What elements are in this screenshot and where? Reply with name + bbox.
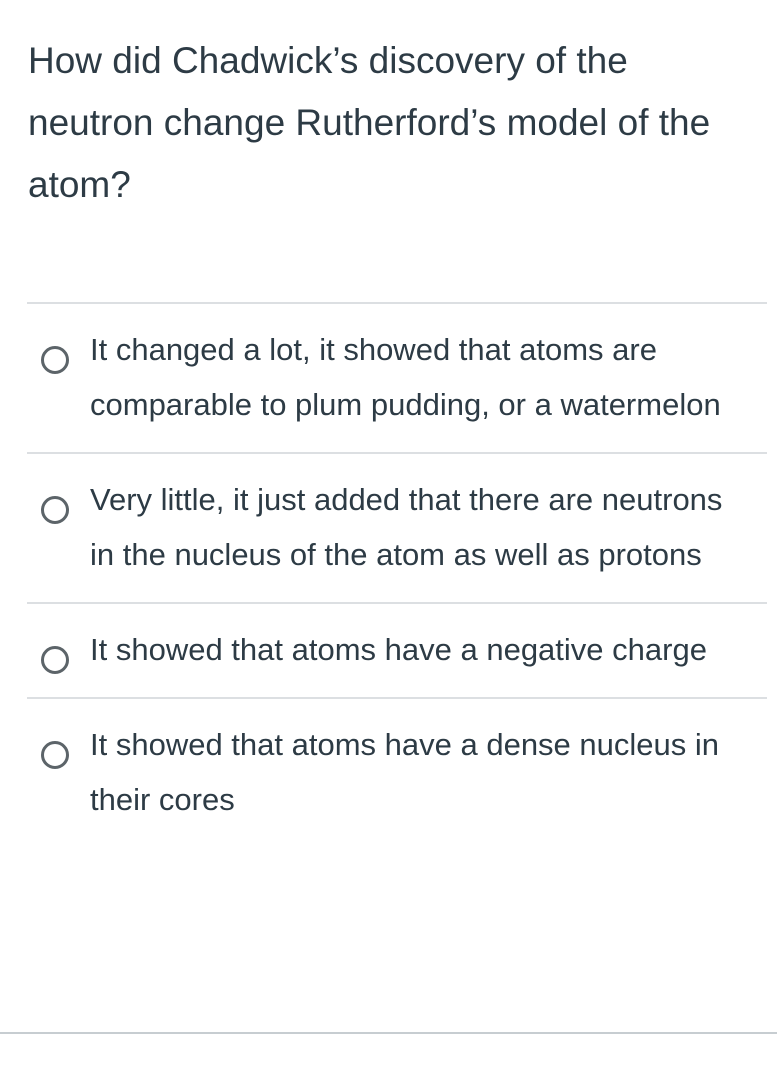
answer-option-1[interactable] — [27, 304, 767, 454]
answer-label-2: Very little, it just added that there are neutrons in the nucleus of the atom as well as protons — [90, 482, 723, 572]
radio-button-2[interactable] — [41, 496, 69, 524]
answer-option-4[interactable] — [27, 699, 767, 847]
radio-button-4[interactable] — [41, 741, 69, 769]
answer-option-3[interactable] — [27, 604, 767, 699]
bottom-divider — [0, 1032, 777, 1034]
answer-label-4: It showed that atoms have a dense nucleus in their cores — [90, 727, 720, 817]
answer-option-2[interactable] — [27, 454, 767, 604]
radio-button-3[interactable] — [41, 646, 69, 674]
answer-label-3: It showed that atoms have a negative charge — [90, 632, 707, 667]
answer-label-1: It changed a lot, it showed that atoms are comparable to plum pudding, or a watermelon — [90, 332, 721, 422]
radio-button-1[interactable] — [41, 346, 69, 374]
answer-list — [27, 302, 767, 847]
question-text: How did Chadwick’s discovery of the neutron change Rutherford’s model of the atom? — [28, 40, 711, 205]
